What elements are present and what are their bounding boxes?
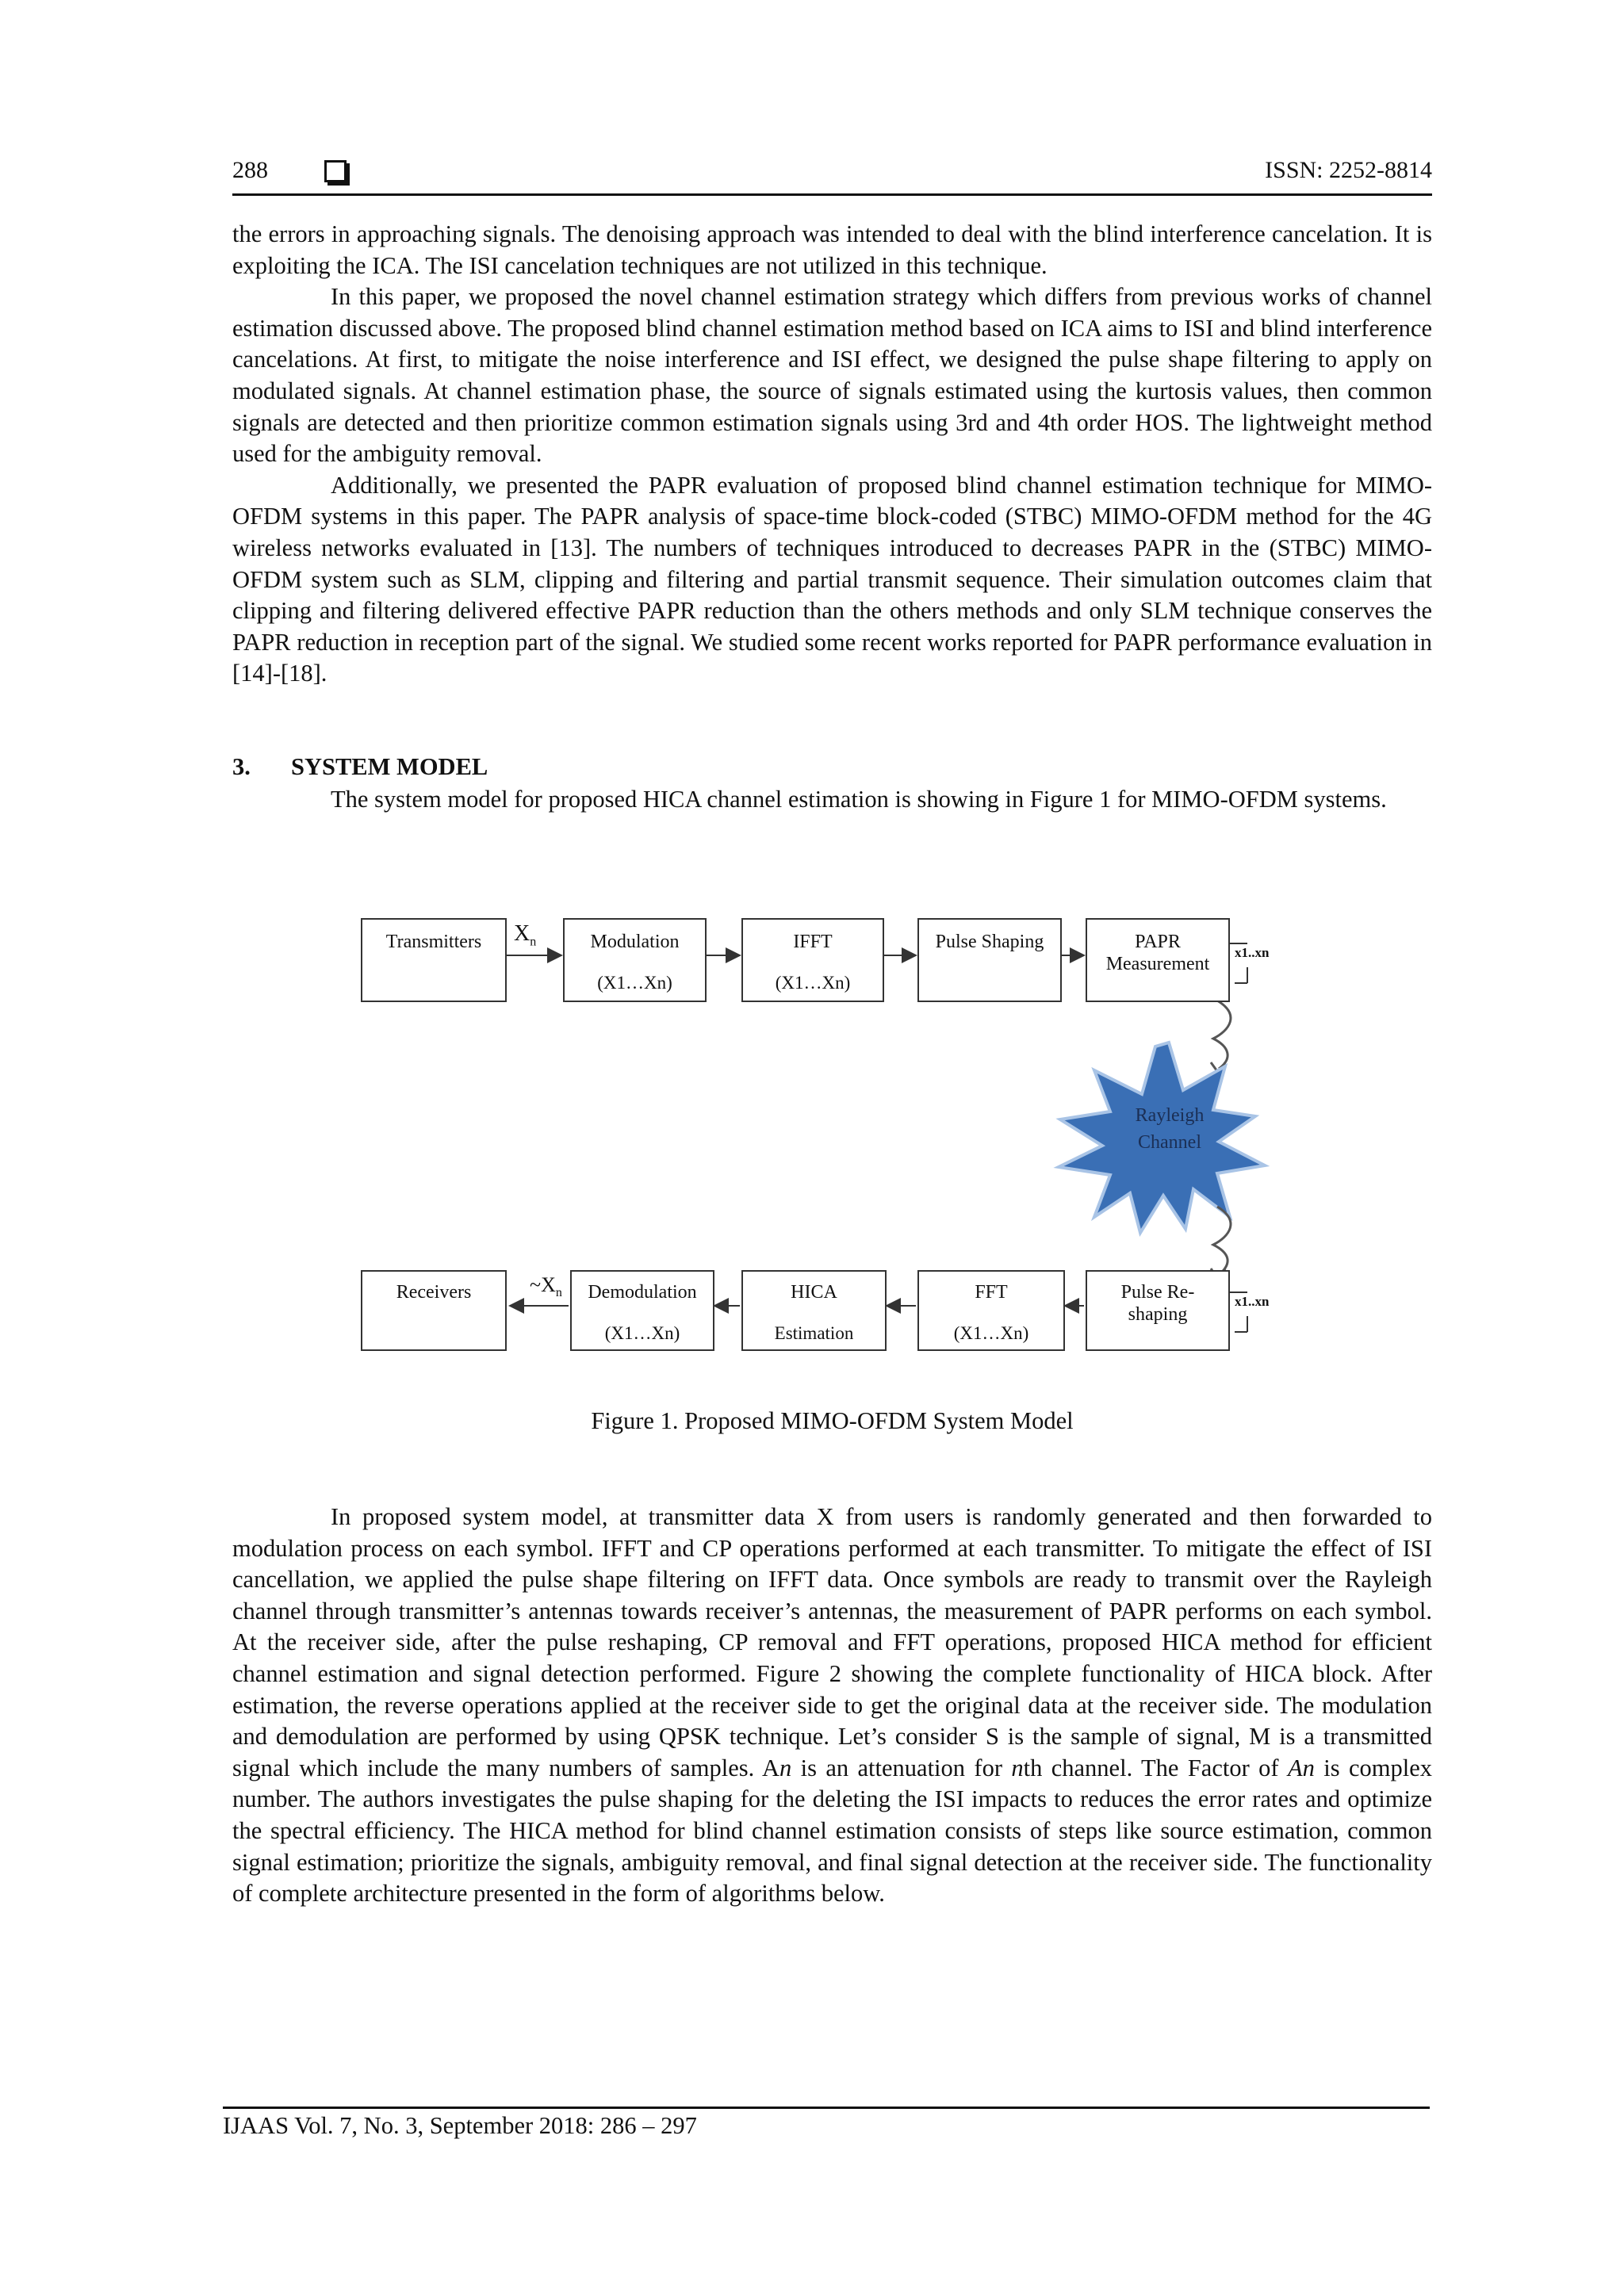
page-header bbox=[232, 154, 1432, 196]
demodulation-label: Demodulation bbox=[588, 1282, 697, 1303]
x-range-top: x1..xn bbox=[1235, 945, 1270, 960]
body-paragraph bbox=[232, 1502, 1432, 1910]
curve-arrow-bottom bbox=[1213, 1207, 1231, 1275]
fft-label: FFT bbox=[975, 1282, 1008, 1303]
paragraph-1: the errors in approaching signals. The denoising approach was intended to deal with the blind interference cancelation. It is exploiting the ICA. The ISI cancelation techniques are not utilized in this technique. bbox=[232, 220, 1432, 279]
modulation-label: Modulation bbox=[590, 932, 680, 952]
curve-arrow-top bbox=[1213, 1001, 1231, 1069]
pulse-shaping-box bbox=[917, 918, 1062, 1002]
figure-caption: Figure 1. Proposed MIMO-OFDM System Model bbox=[591, 1407, 1074, 1434]
receivers-label: Receivers bbox=[396, 1282, 472, 1303]
section-heading bbox=[232, 753, 488, 781]
rayleigh-line-2: Channel bbox=[1138, 1132, 1201, 1153]
x-range-bottom: x1..xn bbox=[1235, 1294, 1270, 1309]
ifft-box bbox=[741, 918, 884, 1002]
p4-part-d: is complex number. The authors investigates the pulse shaping for the deleting the ISI impacts to reduces the error rates and optimize the spectral efficiency. The HICA method for blind channel estimation consists of steps like source estimation, common signal estimation; prioritize the signals, ambiguity removal, and final signal detection at the receiver side. The functionality of complete architecture presented in the form of algorithms below. bbox=[232, 1754, 1432, 1908]
pulse-shaping-label: Pulse Shaping bbox=[935, 932, 1044, 952]
p4-nth: n bbox=[1011, 1754, 1024, 1781]
issn: ISSN: 2252-8814 bbox=[1265, 157, 1432, 183]
rayleigh-channel-label bbox=[1122, 1102, 1217, 1156]
fft-box bbox=[917, 1270, 1065, 1351]
x-tilde-sub: n bbox=[555, 1286, 562, 1300]
x-label-sub: n bbox=[530, 935, 537, 949]
x-tilde-text: ~X bbox=[530, 1273, 556, 1296]
rayleigh-line-1: Rayleigh bbox=[1135, 1105, 1205, 1126]
x-n-label bbox=[514, 921, 536, 950]
x-label-text: X bbox=[514, 921, 530, 946]
hica-label: HICA bbox=[791, 1282, 837, 1303]
pulse-reshaping-box bbox=[1086, 1270, 1230, 1351]
p4-an: An bbox=[1287, 1754, 1315, 1781]
ifft-sub: (X1…Xn) bbox=[775, 973, 851, 993]
section-title: SYSTEM MODEL bbox=[291, 753, 488, 780]
paragraph-2: In this paper, we proposed the novel channel estimation strategy which differs from previous works of channel estimation discussed above. The proposed blind channel estimation method based on ICA aims to ISI and blind interference cancelations. At first, to mitigate the noise interference and ISI effect, we designed the pulse shape filtering to apply on modulated signals. At channel estimation phase, the source of signals estimated using the kurtosis values, then common signals are detected and then prioritize common estimation signals using 3rd and 4th order HOS. The lightweight method used for the ambiguity removal. bbox=[232, 283, 1432, 468]
page-footer bbox=[223, 2107, 1430, 2140]
transmitters-box bbox=[361, 918, 507, 1002]
p4-part-c: th channel. The Factor of bbox=[1023, 1754, 1288, 1781]
intro-text bbox=[232, 219, 1432, 690]
transmitters-label: Transmitters bbox=[385, 932, 482, 952]
papr-label-1: PAPR bbox=[1135, 932, 1181, 952]
system-model-figure bbox=[361, 912, 1312, 1356]
pulse-reshaping-label-2: shaping bbox=[1128, 1304, 1188, 1325]
hica-sub: Estimation bbox=[774, 1323, 854, 1343]
demodulation-sub: (X1…Xn) bbox=[604, 1323, 680, 1343]
footer-citation: IJAAS Vol. 7, No. 3, September 2018: 286 – 297 bbox=[223, 2112, 697, 2139]
p4-part-a: In proposed system model, at transmitter data X from users is randomly generated and then forwarded to modulation process on each symbol. IFFT and CP operations performed at each transmitter. To mitigate the effect of ISI cancellation, we applied the pulse shape filtering on IFFT data. Once symbols are ready to transmit over the Rayleigh channel through transmitter’s antennas towards receiver’s antennas, the measurement of PAPR performs on each symbol. At the receiver side, after the pulse reshaping, CP removal and FFT operations, proposed HICA method for efficient channel estimation and signal detection performed. Figure 2 showing the complete functionality of HICA block. After estimation, the reverse operations applied at the receiver side to get the original data at the receiver side. The modulation and demodulation are performed by using QPSK technique. Let’s consider S is the sample of signal, M is a transmitted signal which include the many numbers of samples. A bbox=[232, 1503, 1432, 1781]
checkbox-square-icon bbox=[324, 160, 347, 182]
paragraph-4 bbox=[232, 1502, 1432, 1910]
demodulation-box bbox=[570, 1270, 714, 1351]
hica-box bbox=[741, 1270, 887, 1351]
papr-label-2: Measurement bbox=[1105, 954, 1210, 974]
p4-part-b: is an attenuation for bbox=[791, 1754, 1012, 1781]
ifft-label: IFFT bbox=[793, 932, 833, 952]
papr-measurement-box bbox=[1086, 918, 1230, 1002]
paragraph-3: Additionally, we presented the PAPR evaluation of proposed blind channel estimation technique for MIMO-OFDM systems in this paper. The PAPR analysis of space-time block-coded (STBC) MIMO-OFDM method for the 4G wireless networks evaluated in [13]. The numbers of techniques introduced to decreases PAPR in the (STBC) MIMO-OFDM system such as SLM, clipping and filtering and partial transmit sequence. Their simulation outcomes claim that clipping and filtering delivered effective PAPR reduction than the others methods and only SLM technique conserves the PAPR reduction in reception part of the signal. We studied some recent works reported for PAPR performance evaluation in [14]-[18]. bbox=[232, 471, 1432, 687]
pulse-reshaping-label-1: Pulse Re- bbox=[1120, 1282, 1195, 1303]
fft-sub: (X1…Xn) bbox=[953, 1323, 1029, 1343]
page-number: 288 bbox=[232, 157, 268, 183]
p4-an-n: n bbox=[779, 1754, 792, 1781]
section-intro-text: The system model for proposed HICA channel estimation is showing in Figure 1 for MIMO-OFDM systems. bbox=[331, 786, 1387, 813]
x-tilde-label bbox=[530, 1273, 562, 1300]
modulation-box bbox=[563, 918, 707, 1002]
section-intro bbox=[232, 784, 1432, 816]
receivers-box bbox=[361, 1270, 507, 1351]
modulation-sub: (X1…Xn) bbox=[597, 973, 672, 993]
section-number: 3. bbox=[232, 753, 251, 780]
